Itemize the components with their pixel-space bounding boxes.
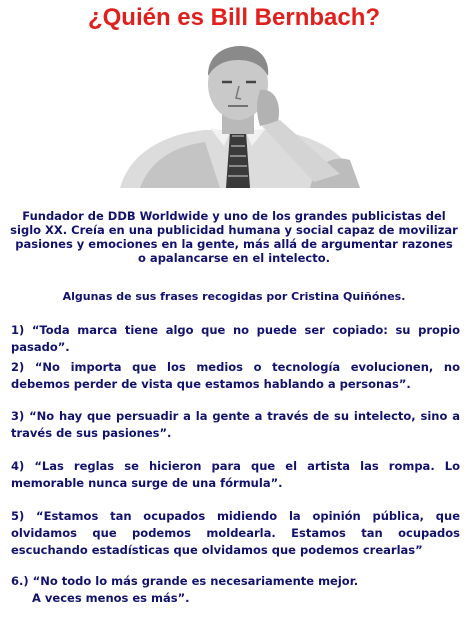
quote-6-line-1: 6.) “No todo lo más grande es necesariamente mejor. [11,574,359,588]
quote-3: 3) “No hay que persuadir a la gente a través de su intelecto, sino a través de sus pasiones”. [11,409,460,440]
quotes-subtitle: Algunas de sus frases recogidas por Cristina Quiñónes. [62,290,406,303]
quote-6 [11,573,460,607]
quote-4: 4) “Las reglas se hicieron para que el artista las rompa. Lo memorable nunca surge de una fórmula”. [11,459,460,490]
intro-paragraph: Fundador de DDB Worldwide y uno de los grandes publicistas del siglo XX. Creía en una publicidad humana y social capaz de movilizar pasiones y emociones en la gente, más allá de argumentar razones o apalancarse en el intelecto. [10,209,458,265]
page-title: ¿Quién es Bill Bernbach? [87,4,381,31]
quote-5: 5) “Estamos tan ocupados midiendo la opinión pública, que olvidamos que podemos moldearla. Estamos tan ocupados escuchando estadísticas que olvidamos que podemos crearlas” [11,509,460,557]
quote-2: 2) “No importa que los medios o tecnología evolucionen, no debemos perder de vista que estamos hablando a personas”. [11,360,460,391]
quote-1: 1) “Toda marca tiene algo que no puede ser copiado: su propio pasado”. [11,323,460,354]
portrait-photo [110,42,366,188]
quote-6-line-2: A veces menos es más”. [32,591,190,605]
